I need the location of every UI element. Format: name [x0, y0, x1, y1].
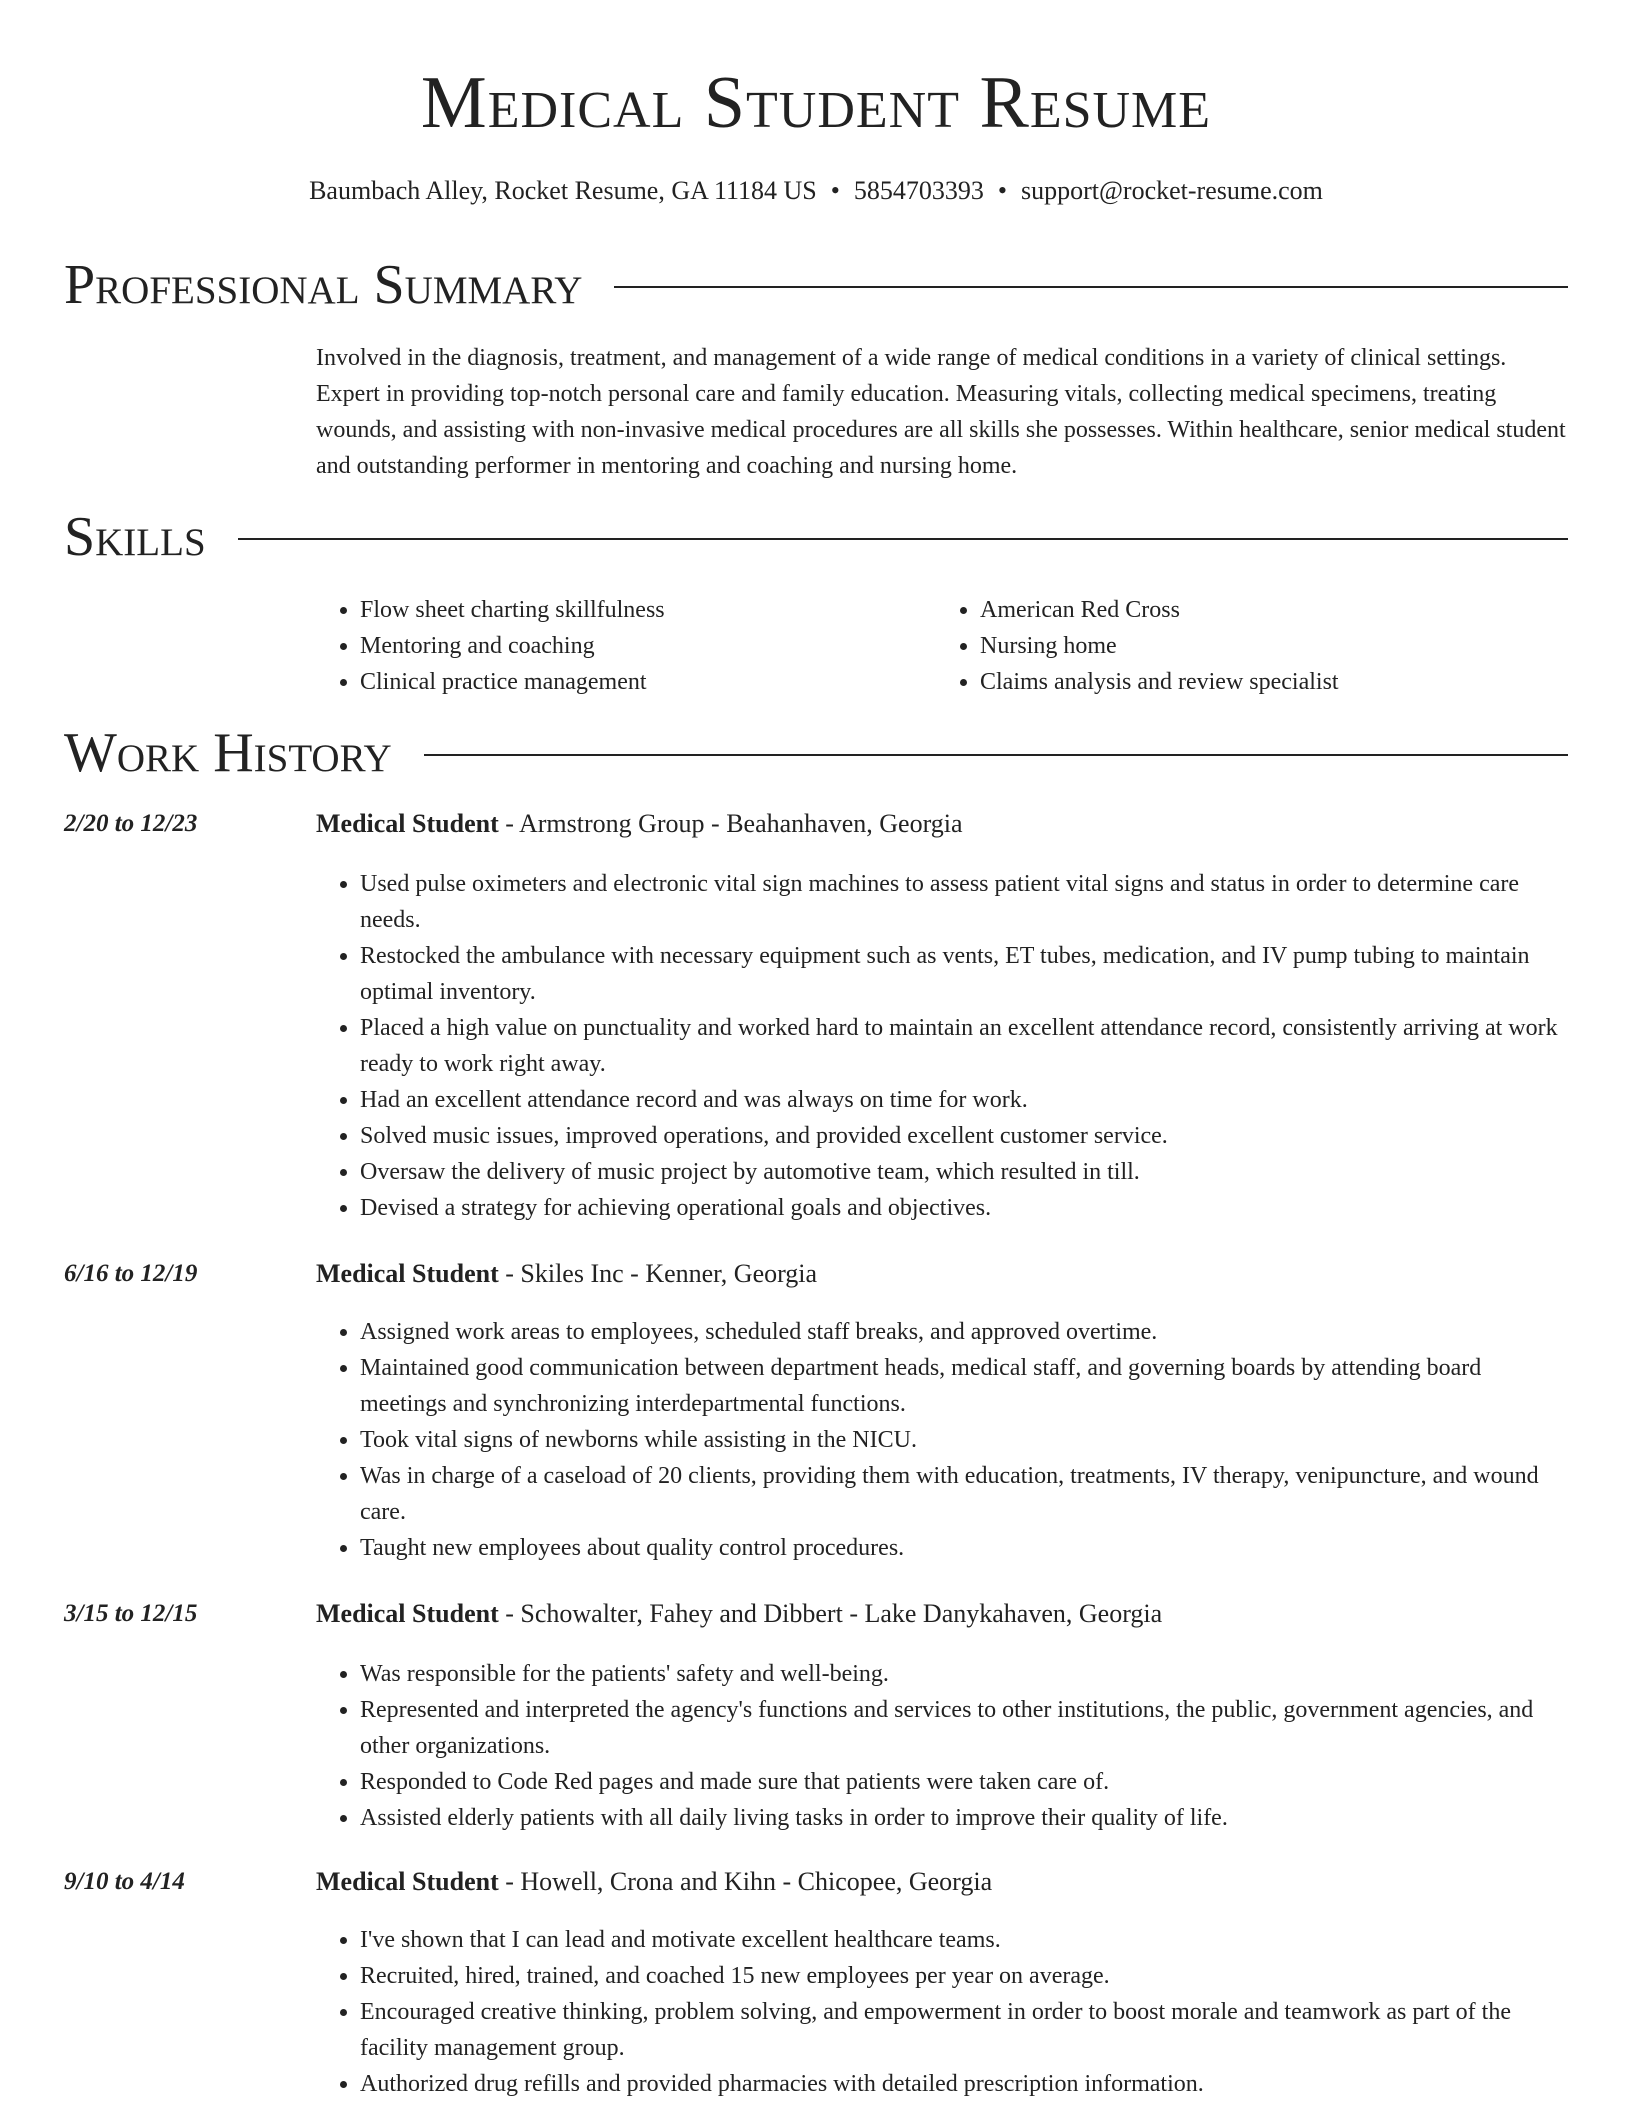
- job-bullet: • Restocked the ambulance with necessary equipment such as vents, ET tubes, medication, and IV pump tubing to maintain optimal inventory.: [360, 938, 1568, 1010]
- summary-heading: Professional Summary: [64, 254, 583, 316]
- work-heading: Work History: [64, 722, 392, 784]
- job-heading: [316, 806, 963, 842]
- skill-item: • Flow sheet charting skillfulness: [360, 592, 936, 628]
- job-bullet: • Maintained good communication between department heads, medical staff, and governing boards by attending board meetings and synchronizing interdepartmental functions.: [360, 1350, 1568, 1422]
- job-bullets: [316, 1314, 1568, 1566]
- summary-text: Involved in the diagnosis, treatment, and management of a wide range of medical conditions in a variety of clinical settings. Expert in providing top-notch personal care and family education. Measuring vitals, collecting medical specimens, treating wounds, and assisting with non-invasive medical procedures are all skills she possesses. Within healthcare, senior medical student and outstanding performer in mentoring and coaching and nursing home.: [316, 345, 1566, 479]
- phone: 5854703393: [853, 176, 984, 205]
- job-bullet: • Assisted elderly patients with all daily living tasks in order to improve their quality of life.: [360, 1800, 1568, 1836]
- job-details: - Schowalter, Fahey and Dibbert - Lake Danykahaven, Georgia: [498, 1599, 1163, 1628]
- section-divider: [424, 754, 1568, 756]
- job-heading: [316, 1864, 992, 1900]
- job-dates: 2/20 to 12/23: [64, 810, 198, 837]
- job-details: - Armstrong Group - Beahanhaven, Georgia: [498, 809, 963, 838]
- section-divider: [238, 538, 1568, 540]
- job-heading: [316, 1596, 1162, 1632]
- job-dates: 3/15 to 12/15: [64, 1600, 198, 1627]
- job-bullet: • Encouraged creative thinking, problem solving, and empowerment in order to boost morale and teamwork as part of the facility management group.: [360, 1994, 1568, 2066]
- skill-item: • Clinical practice management: [360, 664, 936, 700]
- skills-heading: Skills: [64, 506, 206, 568]
- job-bullet: • Was in charge of a caseload of 20 clients, providing them with education, treatments, IV therapy, venipuncture, and wound care.: [360, 1458, 1568, 1530]
- job-title: Medical Student: [316, 1259, 499, 1288]
- contact-line: [0, 174, 1632, 208]
- job-bullet: • Devised a strategy for achieving operational goals and objectives.: [360, 1190, 1568, 1226]
- email: support@rocket-resume.com: [1020, 176, 1323, 205]
- job-bullet: • Solved music issues, improved operations, and provided excellent customer service.: [360, 1118, 1568, 1154]
- job-bullet: • Oversaw the delivery of music project by automotive team, which resulted in till.: [360, 1154, 1568, 1190]
- job-title: Medical Student: [316, 1599, 499, 1628]
- job-bullets: [316, 1656, 1568, 1836]
- skills-column-left: [316, 592, 936, 700]
- job-bullet: • Was responsible for the patients' safety and well-being.: [360, 1656, 1568, 1692]
- job-bullet: • I've shown that I can lead and motivate excellent healthcare teams.: [360, 1922, 1568, 1958]
- job-bullets: [316, 866, 1568, 1226]
- skill-item: • Nursing home: [980, 628, 1556, 664]
- job-bullet: • Took vital signs of newborns while assisting in the NICU.: [360, 1422, 1568, 1458]
- work-section-header: [64, 720, 1568, 786]
- summary-section-header: [64, 252, 1568, 318]
- job-bullet: • Had an excellent attendance record and was always on time for work.: [360, 1082, 1568, 1118]
- job-bullet: • Assigned work areas to employees, scheduled staff breaks, and approved overtime.: [360, 1314, 1568, 1350]
- contact-separator: •: [997, 176, 1007, 205]
- job-bullets: [316, 1922, 1568, 2102]
- skills-column-right: [936, 592, 1556, 700]
- skill-item: • Mentoring and coaching: [360, 628, 936, 664]
- job-bullet: • Represented and interpreted the agency's functions and services to other institutions, the public, government agencies, and other organizations.: [360, 1692, 1568, 1764]
- section-divider: [614, 286, 1568, 288]
- address: Baumbach Alley, Rocket Resume, GA 11184 US: [309, 176, 817, 205]
- job-dates: 9/10 to 4/14: [64, 1868, 185, 1895]
- job-details: - Skiles Inc - Kenner, Georgia: [498, 1259, 818, 1288]
- job-bullet: • Taught new employees about quality control procedures.: [360, 1530, 1568, 1566]
- skill-item: • Claims analysis and review specialist: [980, 664, 1556, 700]
- skills-list: [316, 592, 1568, 700]
- page-title: Medical Student Resume: [420, 62, 1212, 144]
- job-bullet: • Used pulse oximeters and electronic vital sign machines to assess patient vital signs and status in order to determine care needs.: [360, 866, 1568, 938]
- job-bullet: • Responded to Code Red pages and made sure that patients were taken care of.: [360, 1764, 1568, 1800]
- job-title: Medical Student: [316, 809, 499, 838]
- job-bullet: • Placed a high value on punctuality and worked hard to maintain an excellent attendance record, consistently arriving at work ready to work right away.: [360, 1010, 1568, 1082]
- job-details: - Howell, Crona and Kihn - Chicopee, Georgia: [498, 1867, 993, 1896]
- contact-separator: •: [830, 176, 840, 205]
- job-bullet: • Authorized drug refills and provided pharmacies with detailed prescription information.: [360, 2066, 1568, 2102]
- job-dates: 6/16 to 12/19: [64, 1260, 198, 1287]
- job-title: Medical Student: [316, 1867, 499, 1896]
- job-bullet: • Recruited, hired, trained, and coached 15 new employees per year on average.: [360, 1958, 1568, 1994]
- skill-item: • American Red Cross: [980, 592, 1556, 628]
- skills-section-header: [64, 504, 1568, 570]
- job-heading: [316, 1256, 817, 1292]
